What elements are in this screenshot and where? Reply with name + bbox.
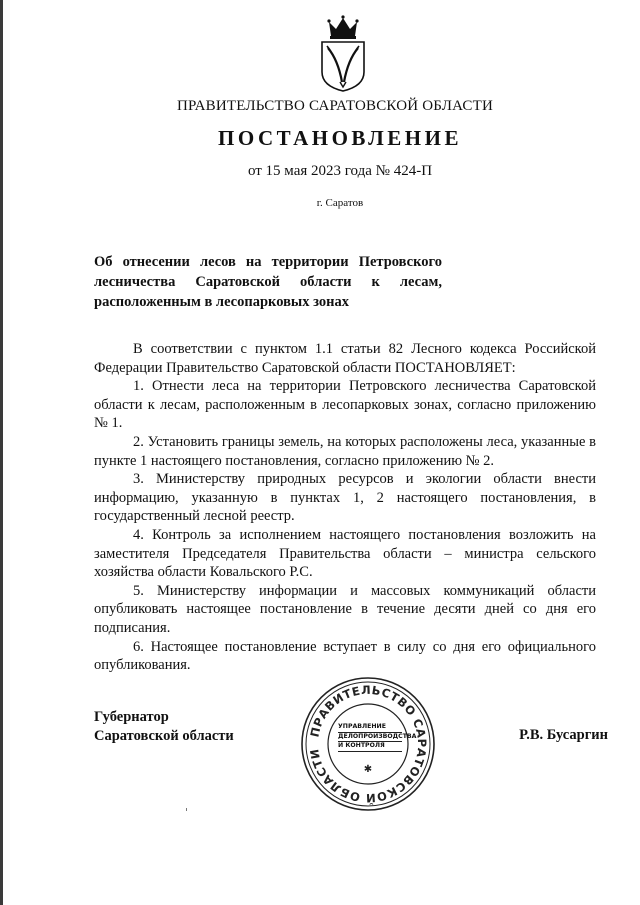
signatory-title [94,708,234,746]
stamp-ring-text: ПРАВИТЕЛЬСТВО САРАТОВСКОЙ ОБЛАСТИ [307,682,430,806]
star-icon: ✱ [363,764,373,775]
body-paragraph-item-1: 1. Отнести леса на территории Петровского лесничества Саратовской области к лесам, расположенным в лесопарковых зонах, согласно приложению № 1. [94,378,596,432]
body-paragraph-item-5: 5. Министерству информации и массовых коммуникаций области опубликовать настоящее постановление в течение десяти дней со дня его подписания. [94,582,596,636]
body-paragraph-item-6: 6. Настоящее постановление вступает в силу со дня его официального опубликования. [94,638,596,674]
document-body [94,340,596,675]
signatory-title-line: Губернатор [94,709,169,725]
stamp-center-line: УПРАВЛЕНИЕ [338,723,402,733]
document-subject [94,252,442,312]
scan-mark [186,808,187,811]
document-date-number: от 15 мая 2023 года № 424-П [247,163,433,179]
subject-line: лесничества Саратовской области к лесам, [94,274,442,290]
signatory-name: Р.В. Бусаргин [519,727,608,743]
document-city: г. Саратов [316,197,364,209]
stamp-center-line: И КОНТРОЛЯ [338,742,402,752]
stamp-center-line: ДЕЛОПРОИЗВОДСТВА [338,733,402,743]
coat-of-arms-icon [318,14,368,92]
stamp-center-text [338,723,417,752]
subject-line: Об отнесении лесов на территории Петровского [94,254,442,270]
subject-line: расположенным в лесопарковых зонах [94,294,349,310]
body-paragraph-item-4: 4. Контроль за исполнением настоящего постановления возложить на заместителя Председателя Правительства области – министра сельского хозяйства области Ковальского Р.С. [94,526,596,581]
body-paragraph-preamble: В соответствии с пунктом 1.1 статьи 82 Лесного кодекса Российской Федерации Правительство Саратовской области ПОСТАНОВЛЯЕТ: [94,341,596,376]
body-paragraph-item-3: 3. Министерству природных ресурсов и экологии области внести информацию, указанную в пунктах 1, 2 настоящего постановления, в государственный лесной реестр. [94,471,596,525]
signatory-title-line: Саратовской области [94,728,234,744]
document-type: ПОСТАНОВЛЕНИЕ [218,126,462,150]
government-name: ПРАВИТЕЛЬСТВО САРАТОВСКОЙ ОБЛАСТИ [176,98,494,114]
body-paragraph-item-2: 2. Установить границы земель, на которых расположены леса, указанные в пункте 1 настоящего постановления, согласно приложению № 2. [94,433,596,469]
